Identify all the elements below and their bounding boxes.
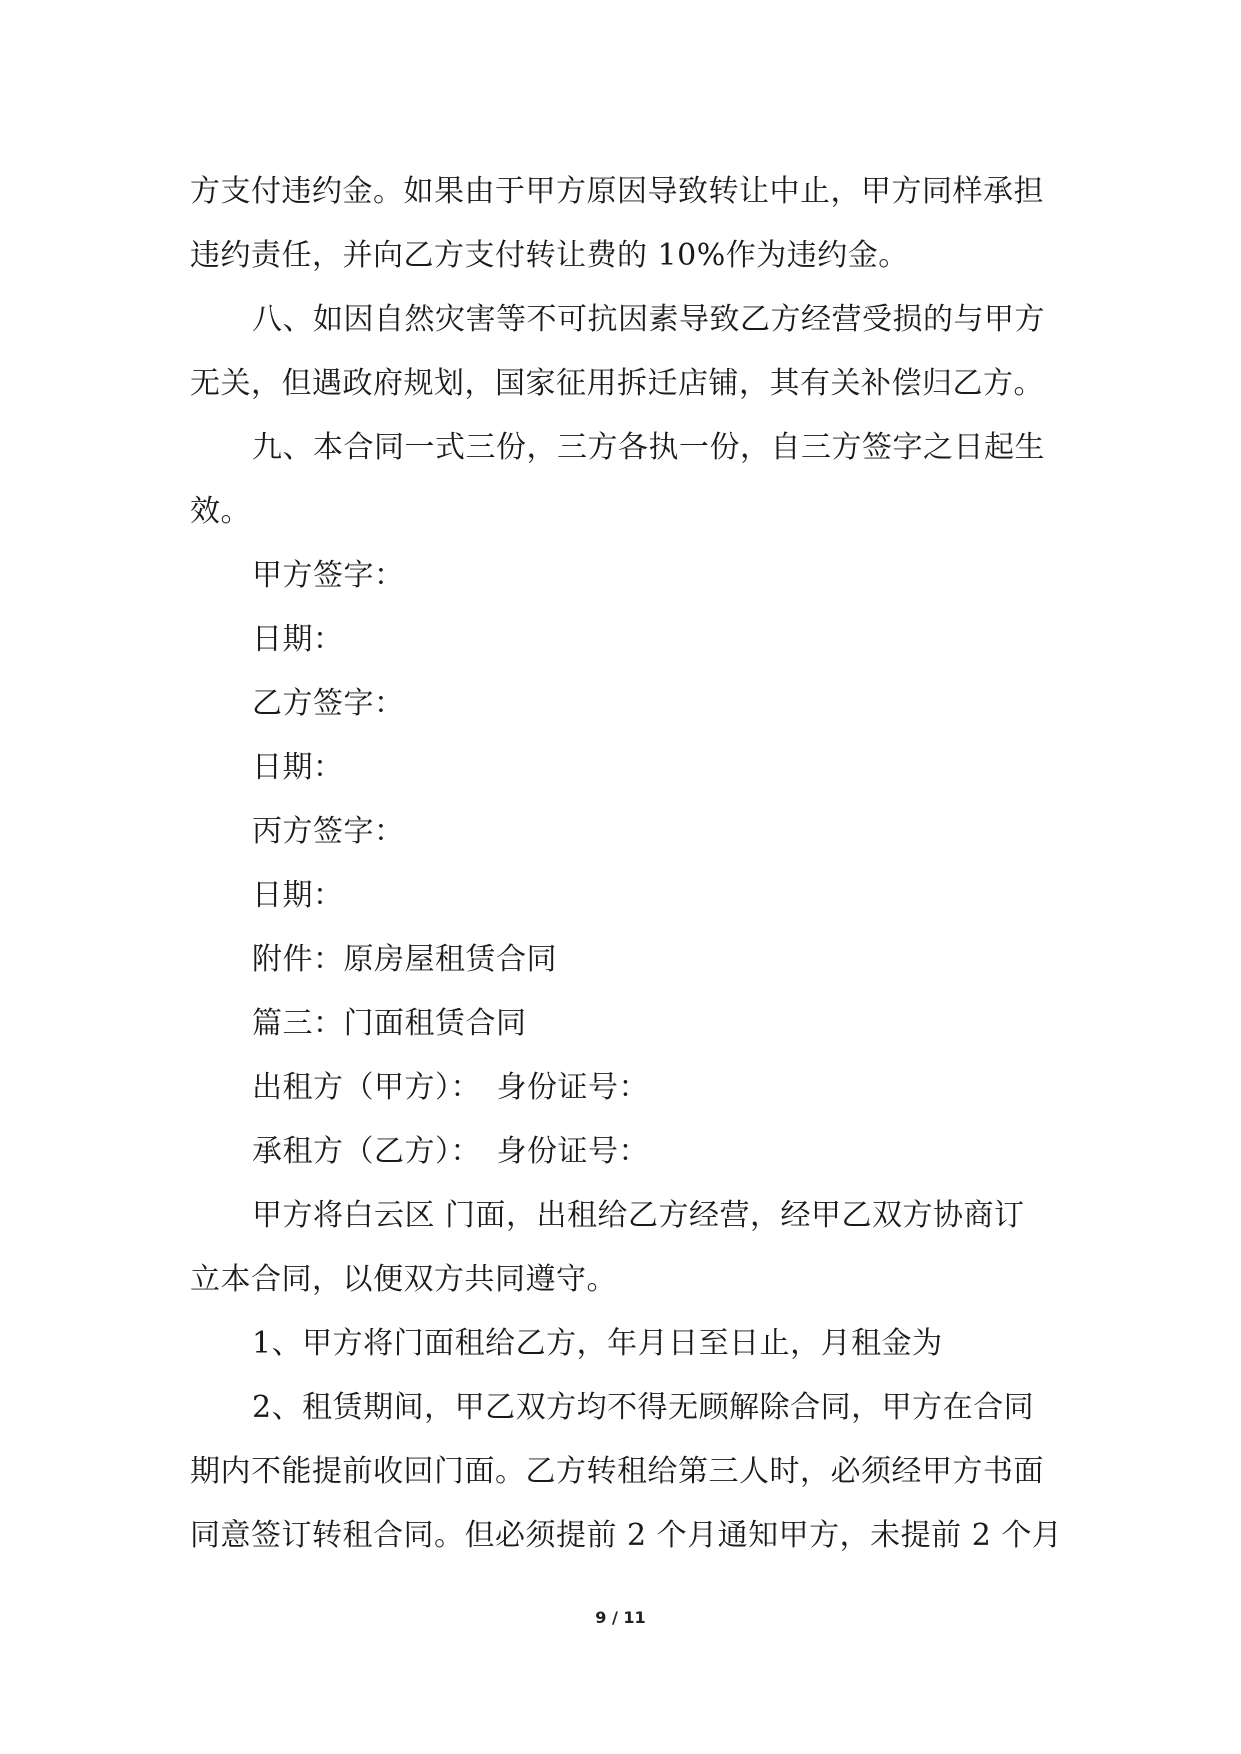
party-c-date: 日期： <box>252 878 344 913</box>
clause-eight: 八、如因自然灾害等不可抗因素导致乙方经营受损的与甲方 <box>252 302 1045 337</box>
party-b-date: 日期： <box>252 750 344 785</box>
section-heading: 篇三：门面租赁合同 <box>252 1006 527 1041</box>
lessee-line: 承租方（乙方）： 身份证号： <box>252 1134 649 1169</box>
text-line: 立本合同，以便双方共同遵守。 <box>190 1262 617 1297</box>
clause-two: 2、租赁期间，甲乙双方均不得无顾解除合同，甲方在合同 <box>252 1390 1035 1425</box>
intro-paragraph: 甲方将白云区 门面，出租给乙方经营，经甲乙双方协商订 <box>252 1198 1025 1233</box>
document-body <box>190 160 1063 1568</box>
clause-nine: 九、本合同一式三份，三方各执一份，自三方签字之日起生 <box>252 430 1045 465</box>
party-a-signature: 甲方签字： <box>252 558 405 593</box>
text-line: 违约责任，并向乙方支付转让费的 10%作为违约金。 <box>190 238 909 273</box>
party-a-date: 日期： <box>252 622 344 657</box>
text-line: 期内不能提前收回门面。乙方转租给第三人时，必须经甲方书面 <box>190 1454 1044 1489</box>
party-b-signature: 乙方签字： <box>252 686 405 721</box>
clause-one: 1、甲方将门面租给乙方，年月日至日止，月租金为 <box>252 1326 943 1361</box>
text-line: 效。 <box>190 494 251 529</box>
text-line: 方支付违约金。如果由于甲方原因导致转让中止，甲方同样承担 <box>190 174 1044 209</box>
party-c-signature: 丙方签字： <box>252 814 405 849</box>
lessor-line: 出租方（甲方）： 身份证号： <box>252 1070 649 1105</box>
text-line: 同意签订转租合同。但必须提前 2 个月通知甲方，未提前 2 个月 <box>190 1518 1063 1553</box>
attachment-line: 附件：原房屋租赁合同 <box>252 942 557 977</box>
page-number: 9 / 11 <box>595 1608 646 1627</box>
text-line: 无关，但遇政府规划，国家征用拆迁店铺，其有关补偿归乙方。 <box>190 366 1044 401</box>
